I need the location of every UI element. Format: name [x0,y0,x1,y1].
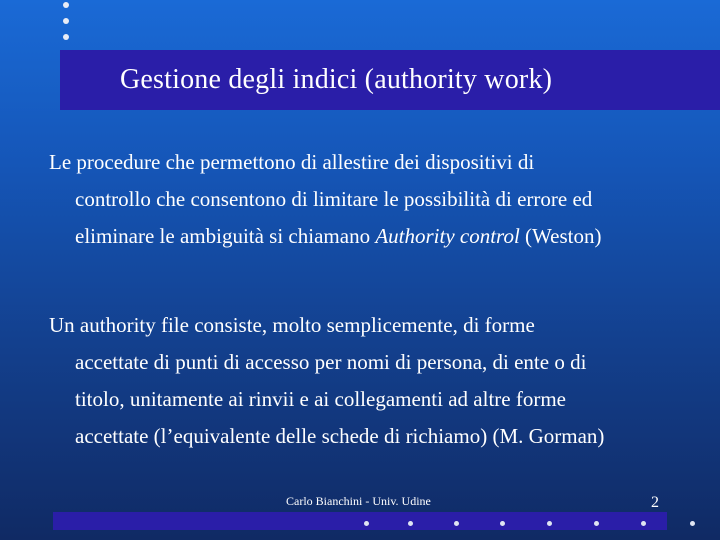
page-number: 2 [651,494,659,511]
paragraph-line: titolo, unitamente ai rinvii e ai collegamenti ad altre forme [75,387,566,411]
bullet-dot [641,521,646,526]
bullet-dot [63,18,69,24]
bullet-dot [63,2,69,8]
paragraph-line: accettate di punti di accesso per nomi di persona, di ente o di [75,350,587,374]
bullet-dot [63,34,69,40]
paragraph-line [49,218,709,255]
bullet-dot [594,521,599,526]
bullet-dot [408,521,413,526]
bullet-dot [547,521,552,526]
bullet-dot [454,521,459,526]
paragraph-authority-file [49,307,709,455]
title-bar [60,50,720,110]
slide-title: Gestione degli indici (authority work) [120,64,553,95]
text-run: eliminare le ambiguità si chiamano [75,224,376,248]
paragraph-line: controllo che consentono di limitare le possibilità di errore ed [75,187,593,211]
bullet-dot [500,521,505,526]
text-run: (Weston) [519,224,602,248]
bullet-dot [690,521,695,526]
paragraph-line: Le procedure che permettono di allestire dei dispositivi di [49,150,535,174]
emphasis-term: Authority control [375,224,520,248]
paragraph-authority-control [49,144,709,255]
footer-author: Carlo Bianchini - Univ. Udine [286,494,431,508]
paragraph-line: Un authority file consiste, molto semplicemente, di forme [49,313,535,337]
decorative-dots-bottom [0,518,720,530]
paragraph-line: accettate (l’equivalente delle schede di richiamo) (M. Gorman) [75,424,605,448]
decorative-dots-top [59,0,73,50]
bullet-dot [364,521,369,526]
